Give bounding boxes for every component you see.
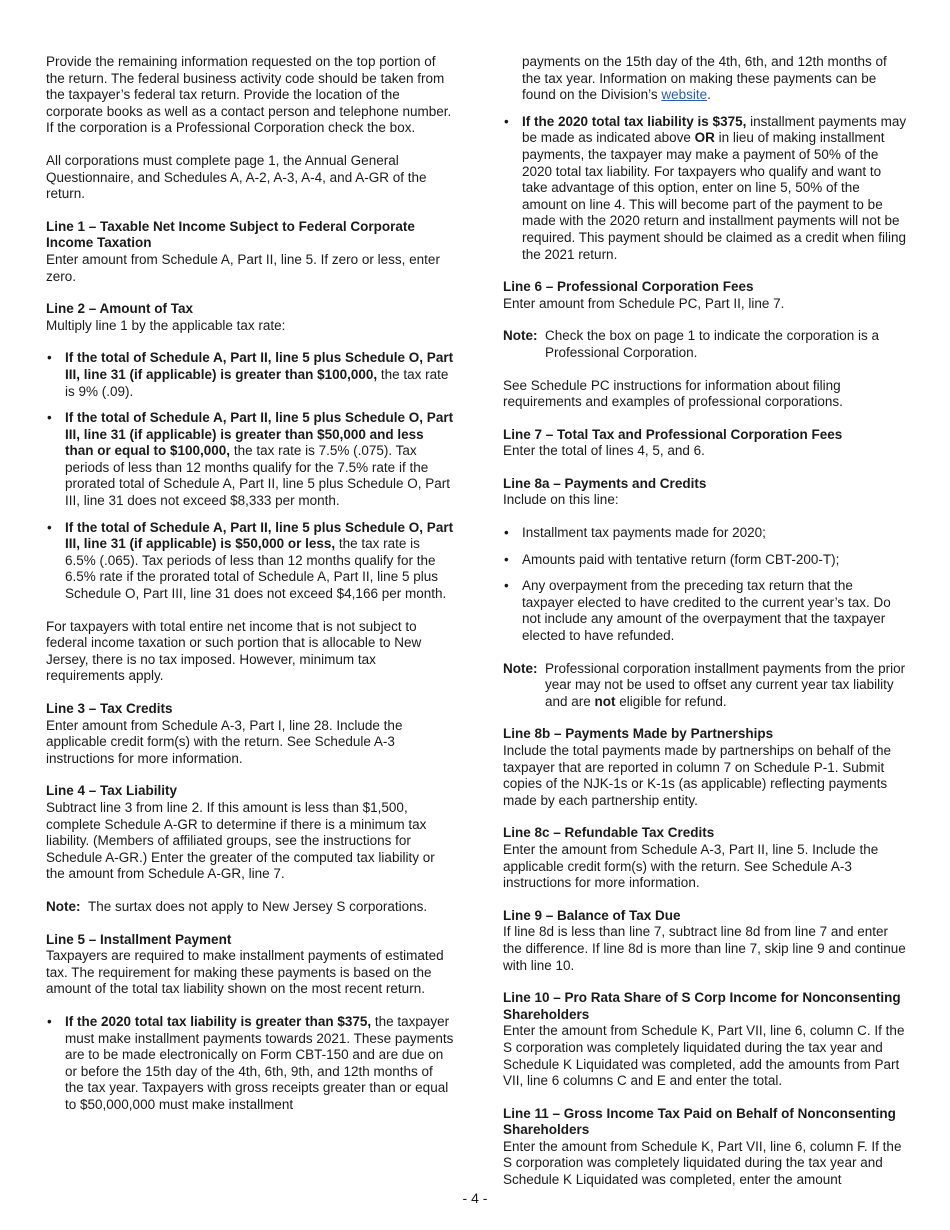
list-item [46,520,454,603]
payments-list [503,525,907,645]
section-body: Enter the amount from Schedule A-3, Part II, line 5. Include the applicable credit form(s) with the return. See Schedule A-3 instructions for more information. [503,841,879,891]
section-body: Enter amount from Schedule PC, Part II, line 7. [503,295,785,311]
left-column [46,54,454,1129]
section-body: Include the total payments made by partnerships on behalf of the taxpayer that are reported in column 7 on Schedule P-1. Submit copies of the NJK-1s or K-1s (as applicable) reflecting payments made by each partnership entity. [503,743,891,808]
section-title: Line 3 – Tax Credits [46,701,173,716]
list-item: • Amounts paid with tentative return (form CBT-200-T); [503,552,907,569]
section-title: Line 8c – Refundable Tax Credits [503,825,715,841]
bold-text: not [594,693,616,709]
installment-list-cont [503,114,907,263]
item-text: installment payments may be made as indicated above [522,113,907,146]
section-title: Line 5 – Installment Payment [46,931,232,947]
note-text [545,661,907,711]
section-line-6 [503,279,907,312]
item-text: the taxpayer must make installment payments towards 2021. These payments are to be made electronically on Form CBT-150 and are due on or before the 15th day of the 4th, 6th, 9th, and 12th months of the tax year. Taxpayers with gross receipts greater than or equal to $50,000,000 must make installment [65,1013,454,1112]
section-title: Line 7 – Total Tax and Professional Corporation Fees [503,426,843,442]
section-line-10 [503,990,907,1090]
list-item: • Any overpayment from the preceding tax return that the taxpayer elected to have credited to the current year’s tax. Do not include any amount of the overpayment that the taxpayer elected to have refunded. [503,578,907,644]
section-line-2 [46,301,454,334]
item-text: the tax rate is 9% (.09). [65,366,449,399]
section-line-3 [46,701,454,767]
list-item [503,114,907,263]
list-item-continued [503,54,907,104]
section-body: Include on this line: [503,492,619,508]
section-title: Line 8b – Payments Made by Partnerships [503,726,774,742]
bold-text: OR [694,130,715,146]
note-line-6 [503,328,907,361]
tax-rate-list [46,350,454,602]
note-label: Note: [503,328,538,344]
page-number: - 4 - [462,1190,488,1206]
section-title: Line 10 – Pro Rata Share of S Corp Income for Nonconsenting Shareholders [503,990,901,1022]
section-body: Enter the amount from Schedule K, Part VII, line 6, column F. If the S corporation was completely liquidated during the tax year and Schedule K Liquidated was completed, enter the amount [503,1138,902,1188]
bold-text: If the total of Schedule A, Part II, line 5 plus Schedule O, Part III, line 31 (if applicable) is greater than $50,000 and less than or equal to $100,000, [65,410,454,459]
item-text: the tax rate is 7.5% (.075). Tax periods of less than 12 months qualify for the 7.5% rate if the prorated total of Schedule A, Part II, line 5 plus Schedule O, Part III, line 31 does not exceed $8,333 per month. [65,443,450,509]
bold-text: If the 2020 total tax liability is greater than $375, [65,1013,372,1029]
section-body: Enter the amount from Schedule K, Part VII, line 6, column C. If the S corporation was completely liquidated during the tax year and Schedule K Liquidated was completed, add the amounts from Part VII, line 6 columns C and E and enter the total. [503,1023,905,1089]
section-body: Enter amount from Schedule A-3, Part I, line 28. Include the applicable credit form(s) with the return. See Schedule A-3 instructions for more information. [46,717,403,766]
section-line-7 [503,427,907,460]
section-title: Line 6 – Professional Corporation Fees [503,279,754,295]
section-title: Line 4 – Tax Liability [46,783,178,799]
note-text: Check the box on page 1 to indicate the corporation is a Professional Corporation. [545,328,879,360]
note-label: Note: [503,660,538,676]
note-text-part: eligible for refund. [615,693,727,709]
note-text: The surtax does not apply to New Jersey S corporations. [88,898,428,914]
item-text: the tax rate is 6.5% (.065). Tax periods of less than 12 months qualify for the 6.5% rate if the prorated total of Schedule A, Part II, line 5 plus Schedule O, Part III, line 31 does not exceed $4,166 per month. [65,536,447,602]
website-link[interactable]: website [661,87,708,103]
bold-text: If the 2020 total tax liability is $375, [522,113,747,129]
bold-text: If the total of Schedule A, Part II, line 5 plus Schedule O, Part III, line 31 (if applicable) is $50,000 or less, [65,519,454,552]
section-body: If line 8d is less than line 7, subtract line 8d from line 7 and enter the difference. If line 8d is more than line 7, skip line 9 and continue with line 10. [503,924,906,973]
right-column [503,54,907,1205]
section-title: Line 8a – Payments and Credits [503,475,707,491]
section-body: Multiply line 1 by the applicable tax rate: [46,317,286,333]
section-line-9 [503,908,907,974]
line-2-after: For taxpayers with total entire net income that is not subject to federal income taxation or such portion that is allocable to New Jersey, there is no tax imposed. However, minimum tax requirements apply. [46,618,422,684]
intro-paragraph-2: All corporations must complete page 1, the Annual General Questionnaire, and Schedules A, A-2, A-3, A-4, and A-GR of the return. [46,152,427,202]
list-item [46,410,454,510]
section-body: Subtract line 3 from line 2. If this amount is less than $1,500, complete Schedule A-GR to determine if there is a minimum tax liability. (Members of affiliated groups, see the instructions for Schedule A-GR.) Enter the greater of the computed tax liability or the amount from Schedule A-GR, line 7. [46,799,435,882]
section-body: Enter amount from Schedule A, Part II, line 5. If zero or less, enter zero. [46,251,440,284]
item-text: . [707,87,711,103]
note-label: Note: [46,898,81,914]
section-line-5 [46,932,454,998]
line-6-after: See Schedule PC instructions for information about filing requirements and examples of professional corporations. [503,377,843,410]
item-text: payments on the 15th day of the 4th, 6th, and 12th months of the tax year. Information on making these payments can be found on the Division’s [522,54,887,103]
installment-list [46,1014,454,1114]
bold-text: If the total of Schedule A, Part II, line 5 plus Schedule O, Part III, line 31 (if applicable) is greater than $100,000, [65,350,454,382]
section-line-8b [503,726,907,809]
section-title: Line 1 – Taxable Net Income Subject to Federal Corporate Income Taxation [46,218,415,251]
section-line-11 [503,1106,907,1189]
section-body: Enter the total of lines 4, 5, and 6. [503,443,705,459]
intro-paragraph-1: Provide the remaining information requested on the top portion of the return. The federal business activity code should be taken from the taxpayer’s federal tax return. Provide the location of the corporate books as well as a contact person and telephone number. If the corporation is a Professional Corporation check the box. [46,54,452,136]
note-line-8a [503,661,907,711]
section-line-8c [503,825,907,891]
section-line-1 [46,219,454,285]
list-item [46,350,454,400]
section-line-4 [46,783,454,883]
section-line-8a [503,476,907,509]
item-text: in lieu of making installment payments, the taxpayer may make a payment of 50% of the 2020 total tax liability. For taxpayers who qualify and want to take advantage of this option, enter on line 5, 50% of the amount on line 4. This will become part of the payment to be made with the 2020 return and installment payments will not be required. This payment should be claimed as a credit when filing the 2021 return. [522,130,906,262]
section-body: Taxpayers are required to make installment payments of estimated tax. The requirement for making these payments is based on the amount of the total tax liability shown on the most recent return. [46,948,444,997]
list-item: • Installment tax payments made for 2020; [503,525,907,542]
note-text-part: Professional corporation installment payments from the prior year may not be used to offset any current year tax liability and are [545,660,906,709]
section-title: Line 2 – Amount of Tax [46,301,194,317]
note-line-4 [46,899,454,916]
section-title: Line 11 – Gross Income Tax Paid on Behalf of Nonconsenting Shareholders [503,1105,896,1138]
list-item [46,1014,454,1114]
section-title: Line 9 – Balance of Tax Due [503,907,681,923]
